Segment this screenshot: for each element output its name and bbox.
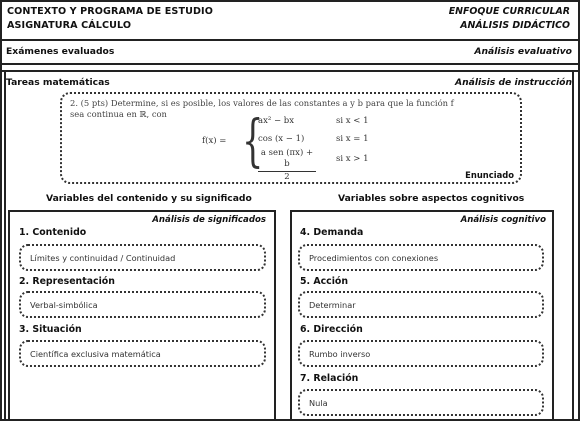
- task-statement-line1: 2. (5 pts) Determine, si es posible, los valores de las constantes a y b para que la función f: [70, 98, 454, 108]
- meanings-analysis-header: Análisis de significados: [152, 215, 266, 225]
- content-title: 1. Contenido: [19, 227, 87, 238]
- action-title: 5. Acción: [300, 276, 349, 287]
- function-name: f(x) =: [202, 136, 227, 146]
- action-value: Determinar: [309, 299, 356, 310]
- direction-title: 6. Dirección: [300, 324, 363, 335]
- direction-value-box: [298, 340, 544, 367]
- demand-value: Procedimientos con conexiones: [309, 252, 439, 263]
- case2-expression: cos (x − 1): [258, 134, 305, 144]
- relation-value-box: [298, 389, 544, 416]
- left-border-inner: [4, 70, 6, 421]
- subject-title: ASIGNATURA CÁLCULO: [7, 20, 132, 31]
- content-value: Límites y continuidad / Continuidad: [30, 252, 176, 263]
- header-right: [449, 5, 570, 33]
- meanings-analysis-panel: [8, 210, 276, 421]
- situation-value: Científica exclusiva matemática: [30, 348, 161, 359]
- divider-header: [0, 39, 580, 41]
- action-value-box: [298, 291, 544, 318]
- relation-value: Nula: [309, 397, 328, 408]
- divider-exams-inner: [0, 70, 580, 72]
- header-left: [7, 5, 213, 33]
- representation-value-box: [19, 291, 266, 318]
- cognitive-analysis-panel: [290, 210, 554, 421]
- situation-title: 3. Situación: [19, 324, 82, 335]
- task-statement-line2: sea continua en ℝ, con: [70, 109, 167, 119]
- case2-condition: si x = 1: [336, 134, 369, 144]
- case3-denominator: 2: [284, 172, 290, 182]
- piecewise-brace: {: [242, 109, 264, 174]
- case3-condition: si x > 1: [336, 154, 369, 164]
- demand-value-box: [298, 244, 544, 271]
- curricular-focus-title: ENFOQUE CURRICULAR: [448, 6, 570, 17]
- representation-value: Verbal-simbólica: [30, 299, 98, 310]
- case3-numerator: a sen (πx) + b: [258, 148, 316, 172]
- representation-title: 2. Representación: [19, 276, 115, 287]
- context-title: CONTEXTO Y PROGRAMA DE ESTUDIO: [7, 6, 213, 17]
- right-border-inner: [572, 70, 574, 421]
- case3-fraction: [258, 148, 316, 183]
- situation-value-box: [19, 340, 266, 367]
- case1-expression: ax² − bx: [258, 116, 295, 126]
- evaluative-analysis-label: Análisis evaluativo: [474, 46, 572, 57]
- exams-label: Exámenes evaluados: [6, 46, 115, 57]
- demand-title: 4. Demanda: [300, 227, 364, 238]
- didactic-analysis-title: ANÁLISIS DIDÁCTICO: [460, 20, 570, 31]
- tasks-label: Tareas matemáticas: [6, 77, 110, 88]
- cognitive-variables-title: Variables sobre aspectos cognitivos: [338, 193, 525, 204]
- statement-caption: Enunciado: [465, 170, 514, 180]
- content-variables-title: Variables del contenido y su significado: [46, 193, 252, 204]
- divider-exams: [0, 63, 580, 65]
- instruction-analysis-label: Análisis de instrucción: [455, 77, 572, 88]
- task-statement-box: [60, 92, 522, 184]
- relation-title: 7. Relación: [300, 373, 359, 384]
- cognitive-analysis-header: Análisis cognitivo: [460, 215, 546, 225]
- direction-value: Rumbo inverso: [309, 348, 371, 359]
- content-value-box: [19, 244, 266, 271]
- case1-condition: si x < 1: [336, 116, 369, 126]
